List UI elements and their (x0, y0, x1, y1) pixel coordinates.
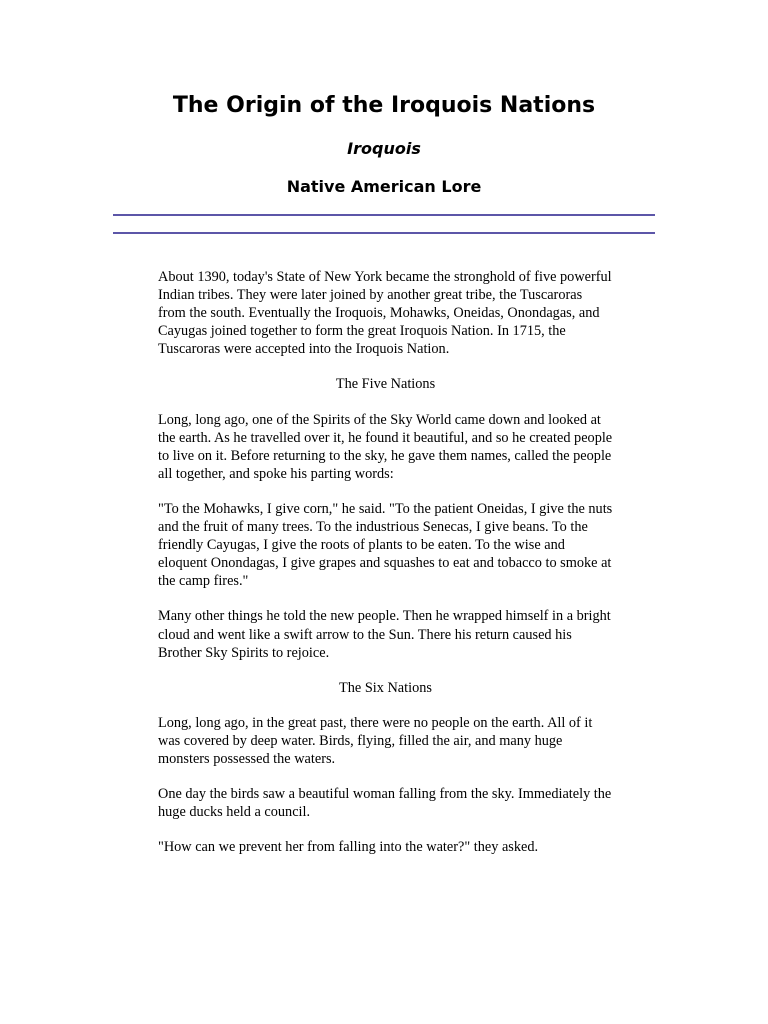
divider-bottom (113, 232, 655, 234)
page-subtitle: Iroquois (347, 139, 421, 158)
section-heading-six-nations: The Six Nations (339, 679, 432, 696)
article-body (158, 268, 613, 873)
divider-top (113, 214, 655, 216)
paragraph: Long, long ago, one of the Spirits of the Sky World came down and looked at the earth. As he travelled over it, he found it beautiful, and so he created people to live on it. Before returning to the sky, he gave them names, called the people all together, and spoke his parting words: (158, 411, 613, 482)
paragraph: Many other things he told the new people. Then he wrapped himself in a bright cloud and went like a swift arrow to the Sun. There his return caused his Brother Sky Spirits to rejoice. (158, 608, 611, 661)
paragraph: "To the Mohawks, I give corn," he said. "To the patient Oneidas, I give the nuts and the fruit of many trees. To the industrious Senecas, I give beans. To the friendly Cayugas, I give the roots of plants to be eaten. To the wise and eloquent Onondagas, I give grapes and squashes to eat and tobacco to smoke at the camp fires." (158, 500, 613, 590)
section-heading-five-nations: The Five Nations (335, 376, 436, 393)
paragraph: "How can we prevent her from falling into the water?" they asked. (158, 839, 539, 856)
paragraph: One day the birds saw a beautiful woman falling from the sky. Immediately the huge ducks held a council. (158, 786, 612, 821)
page-category: Native American Lore (286, 177, 482, 196)
intro-paragraph: About 1390, today's State of New York became the stronghold of five powerful Indian tribes. They were later joined by another great tribe, the Tuscaroras from the south. Eventually the Iroquois, Mohawks, Oneidas, Onondagas, and Cayugas joined together to form the great Iroquois Nation. In 1715, the Tuscaroras were accepted into the Iroquois Nation. (158, 269, 612, 358)
paragraph: Long, long ago, in the great past, there were no people on the earth. All of it was covered by deep water. Birds, flying, filled the air, and many huge monsters possessed the waters. (158, 714, 593, 767)
page-title: The Origin of the Iroquois Nations (172, 93, 596, 118)
